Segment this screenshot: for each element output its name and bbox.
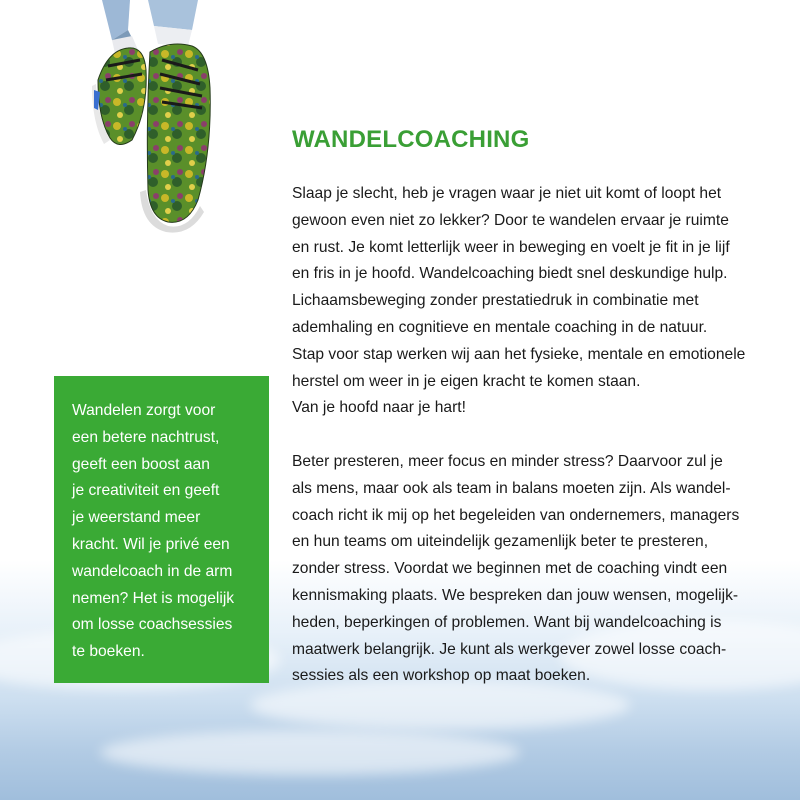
article-body	[292, 181, 762, 690]
sneaker-icon	[88, 0, 238, 235]
walking-shoes-photo	[88, 0, 238, 235]
highlight-text: Wandelen zorgt voor een betere nachtrust, geeft een boost aan je creativiteit en geeft je weerstand meer kracht. Wil je privé een wandelcoach in de arm nemen? Het is mogelijk om losse coachsessies te boeken.	[72, 402, 235, 661]
article-paragraph: Beter presteren, meer focus en minder stress? Daarvoor zul je als mens, maar ook als team in balans moeten zijn. Als wandel- coach richt ik mij op het begeleiden van ondernemers, managers en hun teams om uiteindelijk gezamenlijk beter te presteren, zonder stress. Voordat we beginnen met de coaching vindt een kennismaking plaats. We bespreken dan jouw wensen, mogelijk- heden, beperkingen of problemen. Want bij wandelcoaching is maatwerk belangrijk. Je kunt als werkgever zowel losse coach- sessies als een workshop op maat boeken.	[292, 452, 740, 685]
page-title: WANDELCOACHING	[292, 126, 530, 153]
highlight-box	[54, 376, 269, 683]
article-paragraph: Slaap je slecht, heb je vragen waar je niet uit komt of loopt het gewoon even niet zo lekker? Door te wandelen ervaar je ruimte en rust. Je komt letterlijk weer in beweging en voelt je fit in je lijf en fris in je hoofd. Wandelcoaching biedt snel deskundige hulp. Lichaamsbeweging zonder prestatiedruk in combinatie met ademhaling en cognitieve en mentale coaching in de natuur. Stap voor stap werken wij aan het fysieke, mentale en emotionele herstel om weer in je eigen kracht te komen staan. Van je hoofd naar je hart!	[292, 185, 746, 417]
